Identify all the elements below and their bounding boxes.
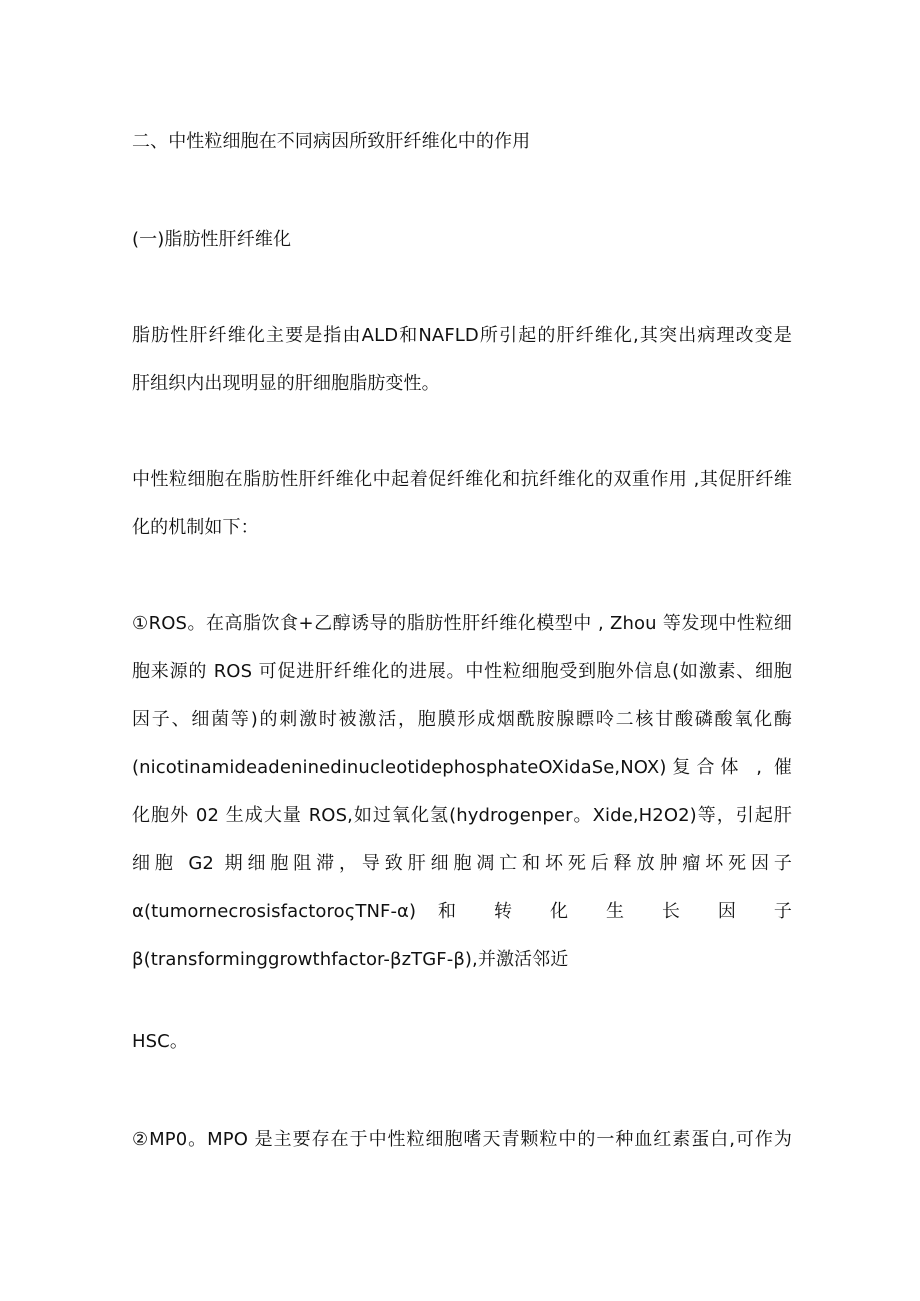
paragraph-line: ①ROS。在高脂饮食+乙醇诱导的脂肪性肝纤维化模型中 , Zhou 等发现中性粒细 [132,613,792,634]
paragraph-line: ②MP0。MPO 是主要存在于中性粒细胞嗜天青颗粒中的一种血红素蛋白,可作为 [132,1129,792,1150]
paragraph-line: 中性粒细胞在脂肪性肝纤维化中起着促纤维化和抗纤维化的双重作用 ,其促肝纤维 [132,469,792,490]
paragraph-line: 肝组织内出现明显的肝细胞脂肪变性。 [132,373,440,394]
subsection-heading: (一)脂肪性肝纤维化 [132,229,292,250]
paragraph-line: α(tumornecrosisfactoroςTNF-α) 和 转 化 生 长 因 子 [132,901,792,922]
paragraph-line: 因子、细菌等)的刺激时被激活，胞膜形成烟酰胺腺瞟呤二核甘酸磷酸氧化酶 [132,709,792,730]
paragraph-line: 脂肪性肝纤维化主要是指由ALD和NAFLD所引起的肝纤维化,其突出病理改变是 [132,325,792,346]
paragraph-line: 化的机制如下： [132,517,259,538]
paragraph-line: 胞来源的 ROS 可促进肝纤维化的进展。中性粒细胞受到胞外信息(如激素、细胞 [132,661,792,682]
paragraph-line: (nicotinamideadeninedinucleotidephosphateOXidaSe,NOX)复合体 , 催 [132,757,792,778]
paragraph-line: β(transforminggrowthfactor-βzTGF-β),并激活邻近 [132,949,569,970]
section-heading: 二、中性粒细胞在不同病因所致肝纤维化中的作用 [132,131,531,152]
paragraph-line: 化胞外 02 生成大量 ROS,如过氧化氢(hydrogenper。Xide,H2O2)等，引起肝 [132,805,792,826]
paragraph-line: HSC。 [132,1031,188,1052]
paragraph-line: 细胞 G2 期细胞阻滞，导致肝细胞凋亡和坏死后释放肿瘤坏死因子 [132,853,792,874]
